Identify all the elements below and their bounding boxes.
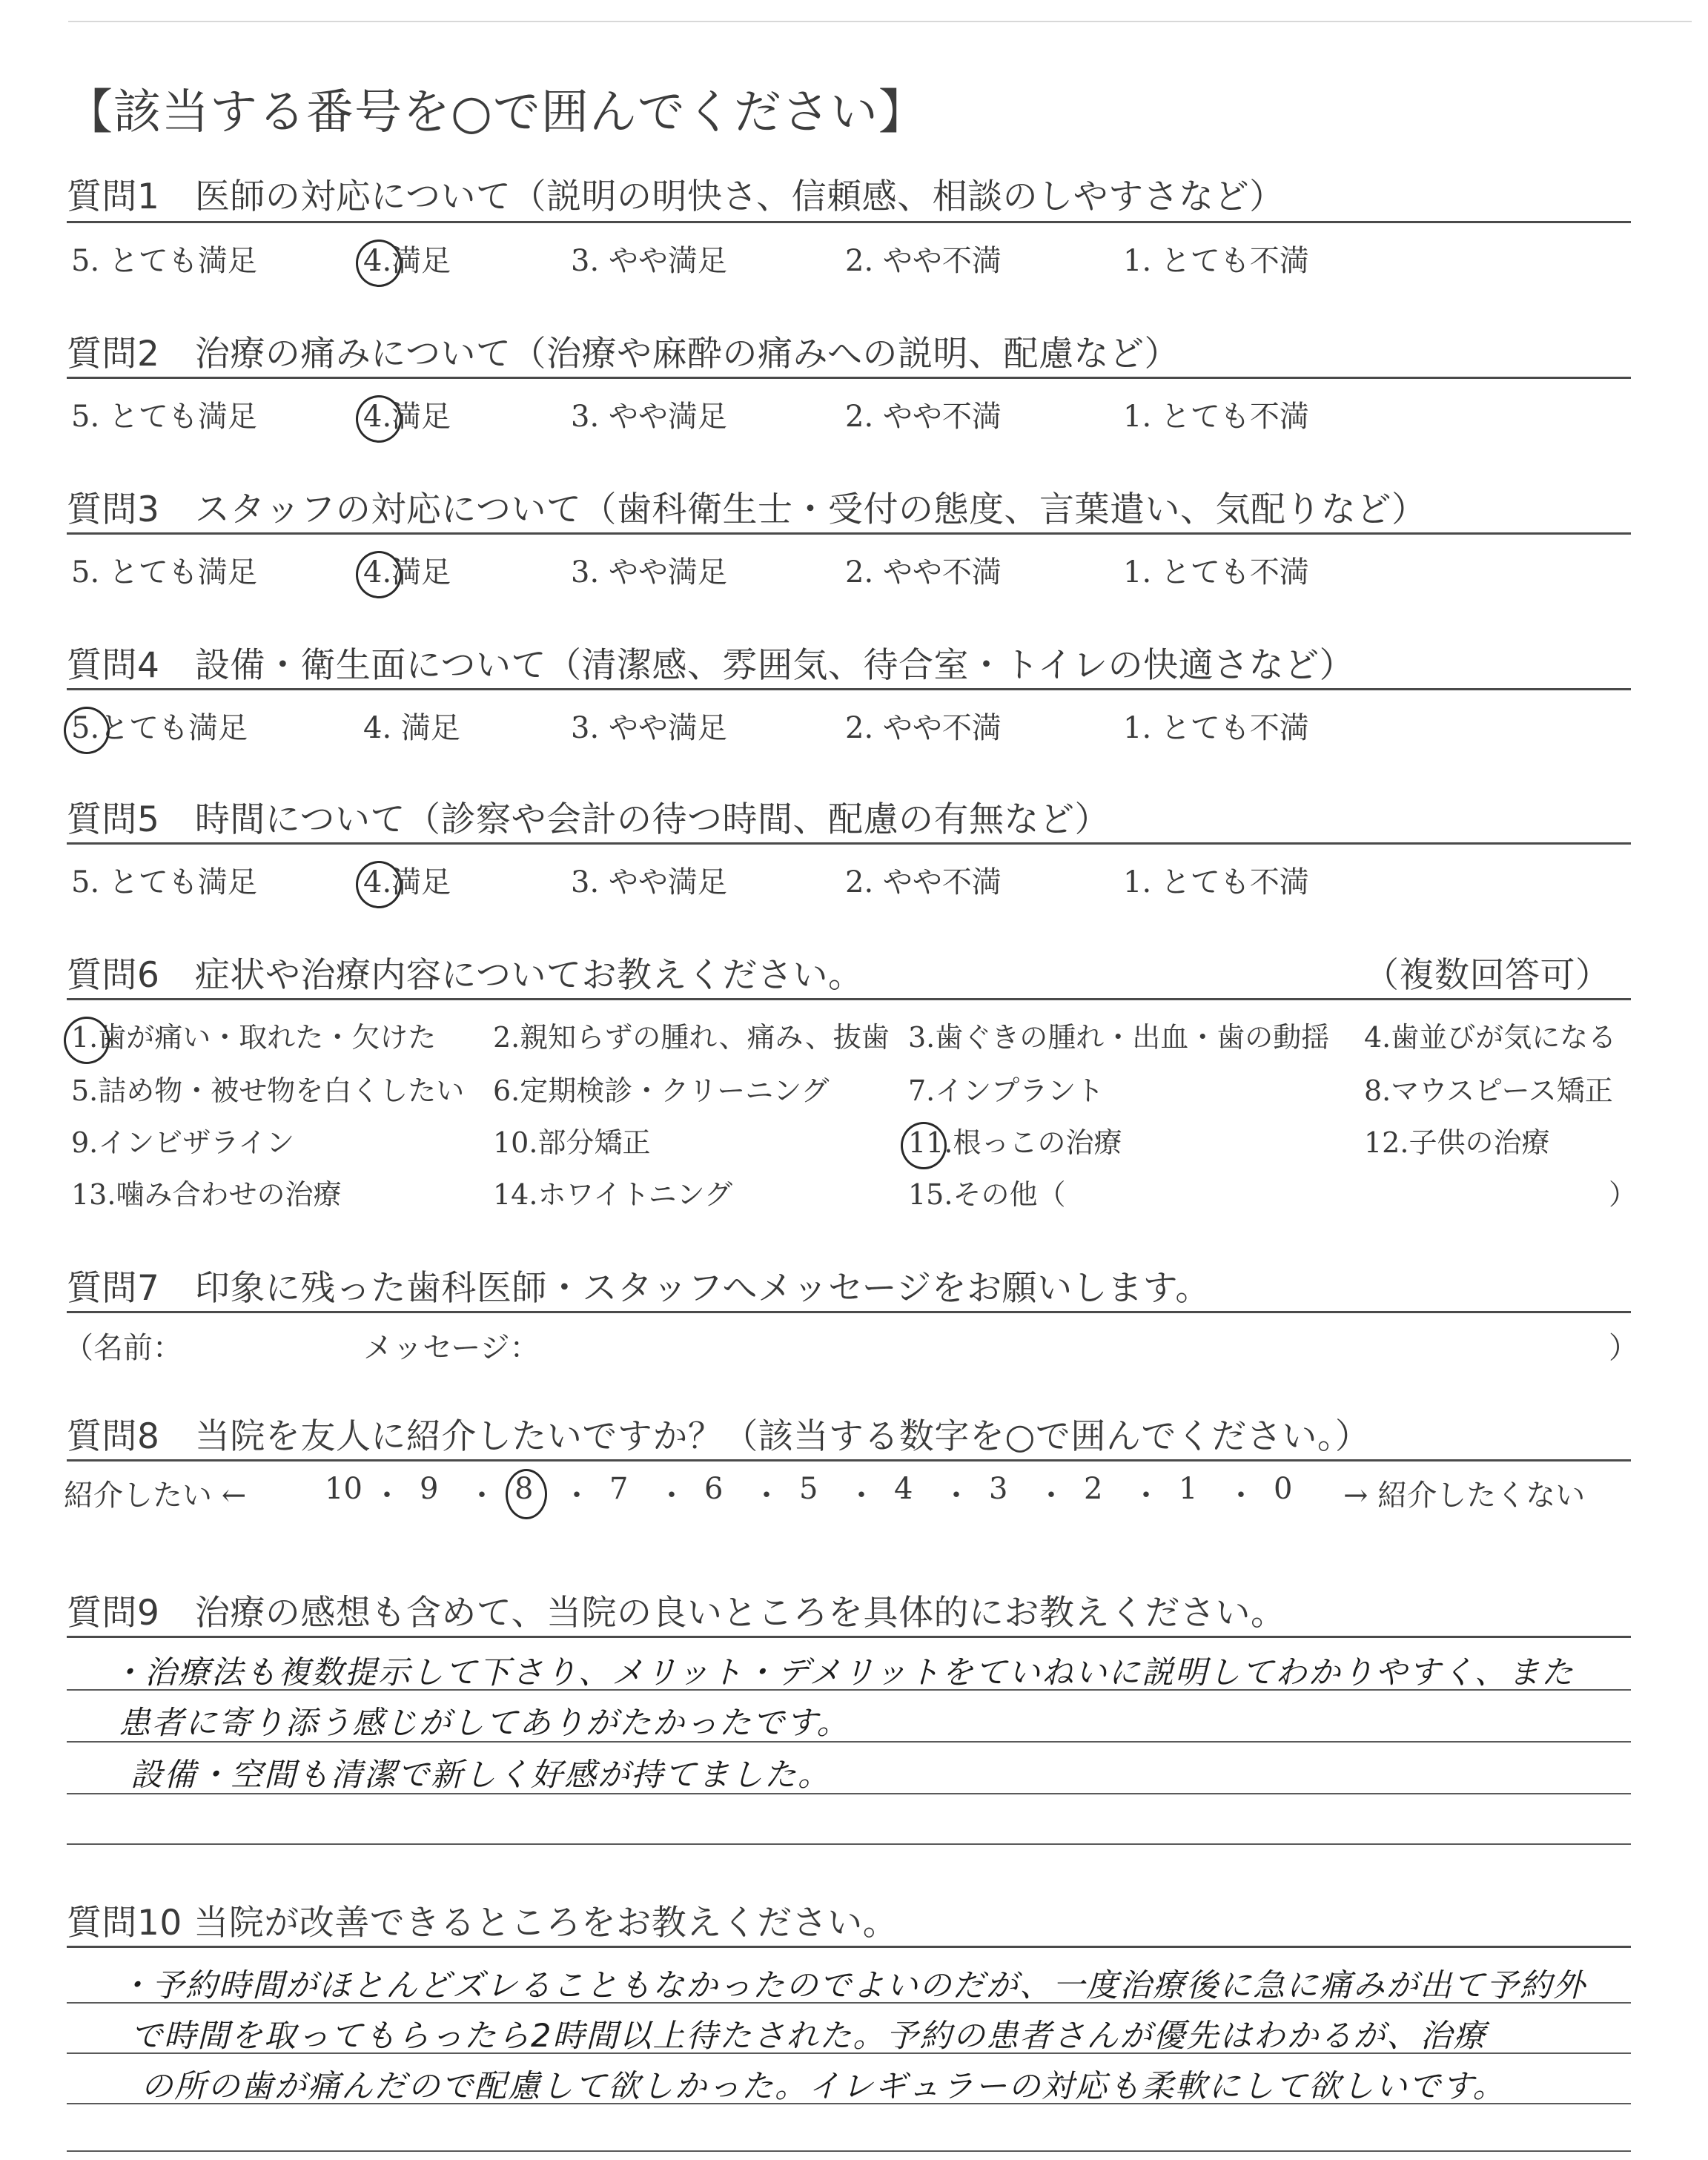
q9-writing-line-2 xyxy=(67,1741,1631,1743)
q10-title: 質問10 当院が改善できるところをお教えください。 xyxy=(67,1903,898,1943)
q6-item-11[interactable]: 11.根っこの治療 xyxy=(908,1126,1122,1159)
q1-option-4[interactable]: 4.満足 xyxy=(363,244,451,278)
q8-scale-dot: ・ xyxy=(941,1479,971,1513)
q8-scale-6[interactable]: 6 xyxy=(704,1472,724,1506)
q9-answer-line-2: 患者に寄り添う感じがしてありがたかったです。 xyxy=(119,1705,850,1742)
q3-option-4[interactable]: 4.満足 xyxy=(363,555,451,589)
q8-scale-9[interactable]: 9 xyxy=(420,1472,439,1506)
q9-title: 質問9 治療の感想も含めて、当院の良いところを具体的にお教えください。 xyxy=(67,1593,1286,1634)
q9-writing-line-4 xyxy=(67,1843,1631,1845)
q8-scale-3[interactable]: 3 xyxy=(989,1472,1008,1506)
q5-option-4[interactable]: 4.満足 xyxy=(363,865,451,899)
q8-scale-4[interactable]: 4 xyxy=(894,1472,913,1506)
q1-title: 質問1 医師の対応について（説明の明快さ、信頼感、相談のしやすさなど） xyxy=(67,176,1285,217)
q3-option-1[interactable]: 1. とても不満 xyxy=(1123,555,1309,589)
q8-scale-dot: ・ xyxy=(562,1479,592,1513)
q6-item-13[interactable]: 13.噛み合わせの治療 xyxy=(71,1178,342,1211)
q4-option-3[interactable]: 3. やや満足 xyxy=(571,711,727,745)
q7-title: 質問7 印象に残った歯科医師・スタッフへメッセージをお願いします。 xyxy=(67,1268,1211,1309)
q4-option-2[interactable]: 2. やや不満 xyxy=(845,711,1002,745)
circle-mark: 4. xyxy=(363,555,392,589)
survey-header: 【該当する番号を○で囲んでください】 xyxy=(65,85,927,140)
q10-answer-line-3: の所の歯が痛んだので配慮して欲しかった。イレギュラーの対応も柔軟にして欲しいです。 xyxy=(141,2068,1506,2105)
q8-rule xyxy=(67,1459,1631,1462)
q10-writing-line-3 xyxy=(67,2103,1631,2104)
q9-writing-line-1 xyxy=(67,1689,1631,1691)
q10-writing-line-1 xyxy=(67,2002,1631,2004)
q10-writing-line-2 xyxy=(67,2052,1631,2054)
q5-option-1[interactable]: 1. とても不満 xyxy=(1123,865,1309,899)
q6-close-paren: ） xyxy=(1609,1178,1638,1211)
q8-scale-dot: ・ xyxy=(1226,1479,1256,1513)
q5-option-3[interactable]: 3. やや満足 xyxy=(571,865,727,899)
q8-scale-8[interactable]: 8 xyxy=(514,1472,534,1506)
q4-rule xyxy=(67,688,1631,690)
q4-title: 質問4 設備・衛生面について（清潔感、雰囲気、待合室・トイレの快適さなど） xyxy=(67,645,1355,686)
circle-mark: 5. xyxy=(71,711,100,745)
q8-scale-dot: ・ xyxy=(1036,1479,1066,1513)
q8-scale-dot: ・ xyxy=(467,1479,497,1513)
q1-option-2[interactable]: 2. やや不満 xyxy=(845,244,1002,278)
q3-option-3[interactable]: 3. やや満足 xyxy=(571,555,727,589)
q8-scale-10[interactable]: 10 xyxy=(325,1472,363,1506)
q6-item-15[interactable]: 15.その他（ xyxy=(908,1178,1066,1211)
q5-rule xyxy=(67,842,1631,845)
q2-option-1[interactable]: 1. とても不満 xyxy=(1123,400,1309,434)
q2-option-3[interactable]: 3. やや満足 xyxy=(571,400,727,434)
q8-scale-7[interactable]: 7 xyxy=(609,1472,629,1506)
q7-message-field[interactable]: メッセージ： xyxy=(363,1331,540,1365)
circle-mark: 4. xyxy=(363,865,392,899)
circle-mark: 4. xyxy=(363,400,392,434)
q2-title: 質問2 治療の痛みについて（治療や麻酔の痛みへの説明、配慮など） xyxy=(67,334,1180,374)
q6-item-6[interactable]: 6.定期検診・クリーニング xyxy=(493,1074,830,1107)
q6-multi-note: （複数回答可） xyxy=(1364,955,1611,996)
q1-option-3[interactable]: 3. やや満足 xyxy=(571,244,727,278)
circle-mark: 1. xyxy=(71,1021,99,1054)
q5-title: 質問5 時間について（診察や会計の待つ時間、配慮の有無など） xyxy=(67,799,1110,840)
q6-item-10[interactable]: 10.部分矯正 xyxy=(493,1126,651,1159)
q7-rule xyxy=(67,1311,1631,1313)
q8-scale-dot: ・ xyxy=(1131,1479,1161,1513)
q6-item-5[interactable]: 5.詰め物・被せ物を白くしたい xyxy=(71,1074,465,1107)
q3-option-5[interactable]: 5. とても満足 xyxy=(71,555,257,589)
circle-mark: 11. xyxy=(908,1126,953,1159)
q9-rule xyxy=(67,1636,1631,1638)
q8-right-label: → 紹介したくない xyxy=(1343,1479,1586,1513)
q6-item-3[interactable]: 3.歯ぐきの腫れ・出血・歯の動揺 xyxy=(908,1021,1330,1054)
q9-answer-line-3: 設備・空間も清潔で新しく好感が持てました。 xyxy=(130,1757,831,1794)
top-rule xyxy=(68,21,1692,22)
q6-item-8[interactable]: 8.マウスピース矯正 xyxy=(1364,1074,1613,1107)
q6-item-4[interactable]: 4.歯並びが気になる xyxy=(1364,1021,1617,1054)
q2-option-5[interactable]: 5. とても満足 xyxy=(71,400,257,434)
q8-title: 質問8 当院を友人に紹介したいですか？（該当する数字を○で囲んでください。） xyxy=(67,1416,1371,1457)
q2-option-4[interactable]: 4.満足 xyxy=(363,400,451,434)
q6-item-2[interactable]: 2.親知らずの腫れ、痛み、抜歯 xyxy=(493,1021,890,1054)
q8-scale-dot: ・ xyxy=(752,1479,781,1513)
q8-scale-5[interactable]: 5 xyxy=(799,1472,818,1506)
q8-scale-dot: ・ xyxy=(372,1479,402,1513)
q8-left-label: 紹介したい ← xyxy=(64,1479,247,1513)
q6-rule xyxy=(67,998,1631,1000)
q1-option-1[interactable]: 1. とても不満 xyxy=(1123,244,1309,278)
q7-name-field[interactable]: （名前： xyxy=(64,1331,182,1365)
q10-writing-line-4 xyxy=(67,2150,1631,2152)
q8-scale-2[interactable]: 2 xyxy=(1084,1472,1103,1506)
q4-option-5[interactable]: 5.とても満足 xyxy=(71,711,248,745)
q2-rule xyxy=(67,377,1631,379)
q1-option-5[interactable]: 5. とても満足 xyxy=(71,244,257,278)
q6-item-1[interactable]: 1.歯が痛い・取れた・欠けた xyxy=(71,1021,437,1054)
q8-scale-dot: ・ xyxy=(847,1479,876,1513)
q9-answer-line-1: ・治療法も複数提示して下さり、メリット・デメリットをていねいに説明してわかりやすく、また xyxy=(111,1654,1575,1691)
q10-answer-line-1: ・予約時間がほとんどズレることもなかったのでよいのだが、一度治療後に急に痛みが出て予約外 xyxy=(119,1967,1586,2004)
q6-title: 質問6 症状や治療内容についてお教えください。 xyxy=(67,955,864,996)
q5-option-5[interactable]: 5. とても満足 xyxy=(71,865,257,899)
q9-writing-line-3 xyxy=(67,1793,1631,1794)
q5-option-2[interactable]: 2. やや不満 xyxy=(845,865,1002,899)
q4-option-4[interactable]: 4. 満足 xyxy=(363,711,460,745)
q1-rule xyxy=(67,221,1631,223)
q6-item-9[interactable]: 9.インビザライン xyxy=(71,1126,295,1159)
q8-scale-dot: ・ xyxy=(657,1479,686,1513)
q10-rule xyxy=(67,1946,1631,1948)
q4-option-1[interactable]: 1. とても不満 xyxy=(1123,711,1309,745)
q8-scale-1[interactable]: 1 xyxy=(1179,1472,1198,1506)
q8-scale-0[interactable]: 0 xyxy=(1274,1472,1293,1506)
q3-title: 質問3 スタッフの対応について（歯科衛生士・受付の態度、言葉遣い、気配りなど） xyxy=(67,489,1427,530)
q3-rule xyxy=(67,532,1631,535)
q7-close-paren: ） xyxy=(1609,1331,1638,1365)
q10-answer-line-2: で時間を取ってもらったら2時間以上待たされた。予約の患者さんが優先はわかるが、治療 xyxy=(130,2018,1487,2055)
q3-option-2[interactable]: 2. やや不満 xyxy=(845,555,1002,589)
circle-mark: 4. xyxy=(363,244,392,278)
q6-item-12[interactable]: 12.子供の治療 xyxy=(1364,1126,1550,1159)
q6-item-7[interactable]: 7.インプラント xyxy=(908,1074,1105,1107)
q2-option-2[interactable]: 2. やや不満 xyxy=(845,400,1002,434)
q6-item-14[interactable]: 14.ホワイトニング xyxy=(493,1178,733,1211)
